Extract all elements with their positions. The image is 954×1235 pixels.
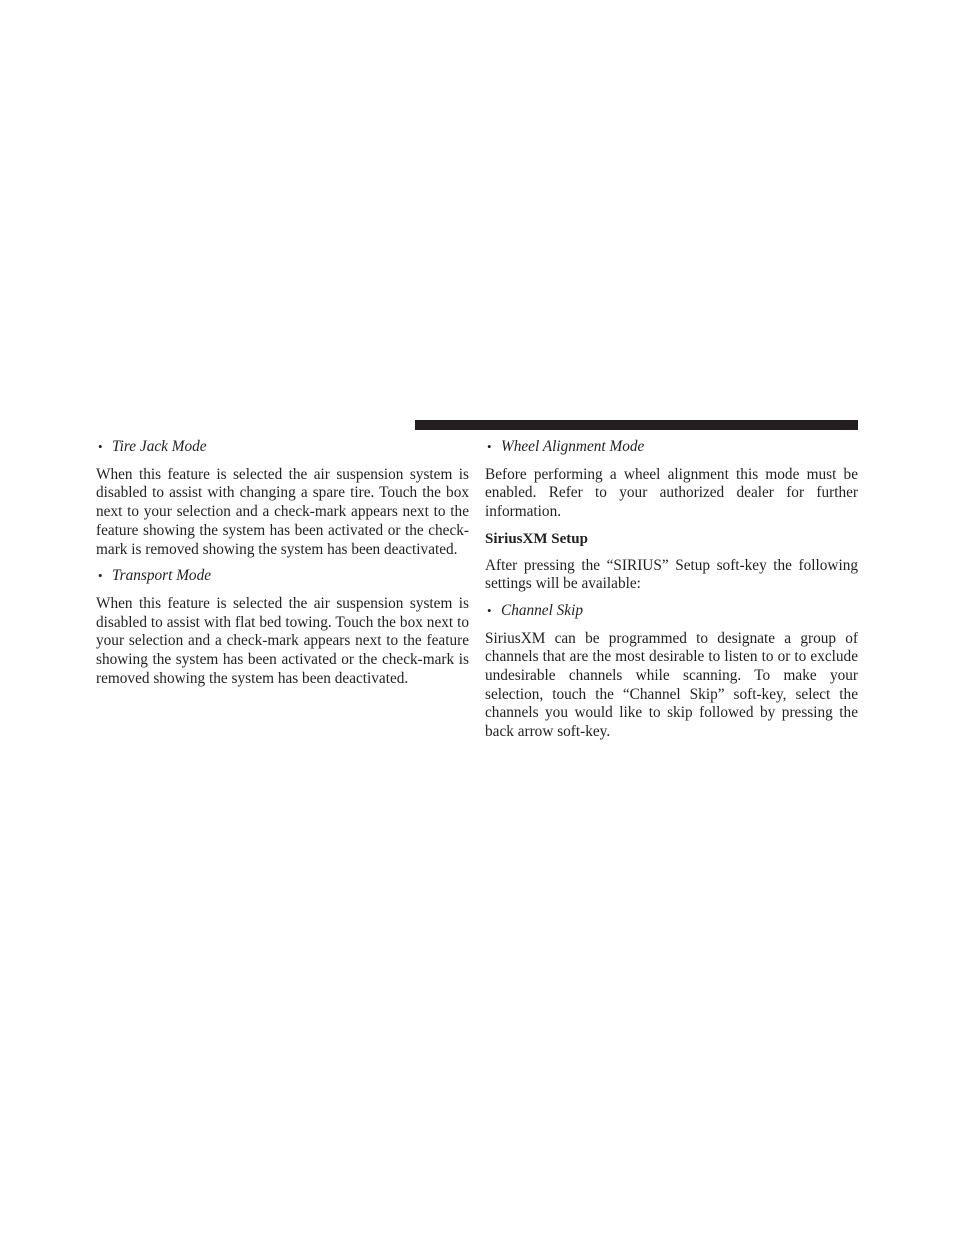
bullet-wheel-alignment-mode xyxy=(485,438,858,457)
bullet-channel-skip xyxy=(485,602,858,621)
bullet-label: Channel Skip xyxy=(501,601,583,619)
tire-jack-mode-description: When this feature is selected the air suspension system is disabled to assist with changing a spare tire. Touch the box next to your selection and a check-mark appears next to the feature showing the system has been activated or the check-mark is removed showing the system has been deactivated. xyxy=(96,465,469,558)
bullet-icon: • xyxy=(487,602,492,618)
siriusxm-setup-heading: SiriusXM Setup xyxy=(485,530,588,547)
left-column xyxy=(96,438,469,696)
bullet-label: Wheel Alignment Mode xyxy=(501,438,645,455)
section-header-bar xyxy=(415,420,858,430)
bullet-label: Transport Mode xyxy=(112,567,212,585)
bullet-icon: • xyxy=(98,439,103,454)
siriusxm-setup-description: After pressing the “SIRIUS” Setup soft-key the following settings will be available: xyxy=(485,556,858,593)
bullet-label: Tire Jack Mode xyxy=(112,438,207,455)
transport-mode-description: When this feature is selected the air suspension system is disabled to assist with flat bed towing. Touch the box next to your selection and a check-mark appears next to the feature showing the system has been activated or the check-mark is removed showing the system has been deactivated. xyxy=(96,594,469,687)
bullet-transport-mode xyxy=(96,567,469,586)
channel-skip-description: SiriusXM can be programmed to designate a group of channels that are the most desirable to listen to or to exclude undesirable channels while scanning. To make your selection, touch the “Channel Skip” soft-key, select the channels you would like to skip followed by pressing the back arrow soft-key. xyxy=(485,629,858,741)
bullet-tire-jack-mode xyxy=(96,438,469,457)
bullet-icon: • xyxy=(98,568,103,584)
wheel-alignment-description: Before performing a wheel alignment this mode must be enabled. Refer to your authorized dealer for further information. xyxy=(485,465,858,521)
right-column xyxy=(485,438,858,750)
bullet-icon: • xyxy=(487,439,492,454)
